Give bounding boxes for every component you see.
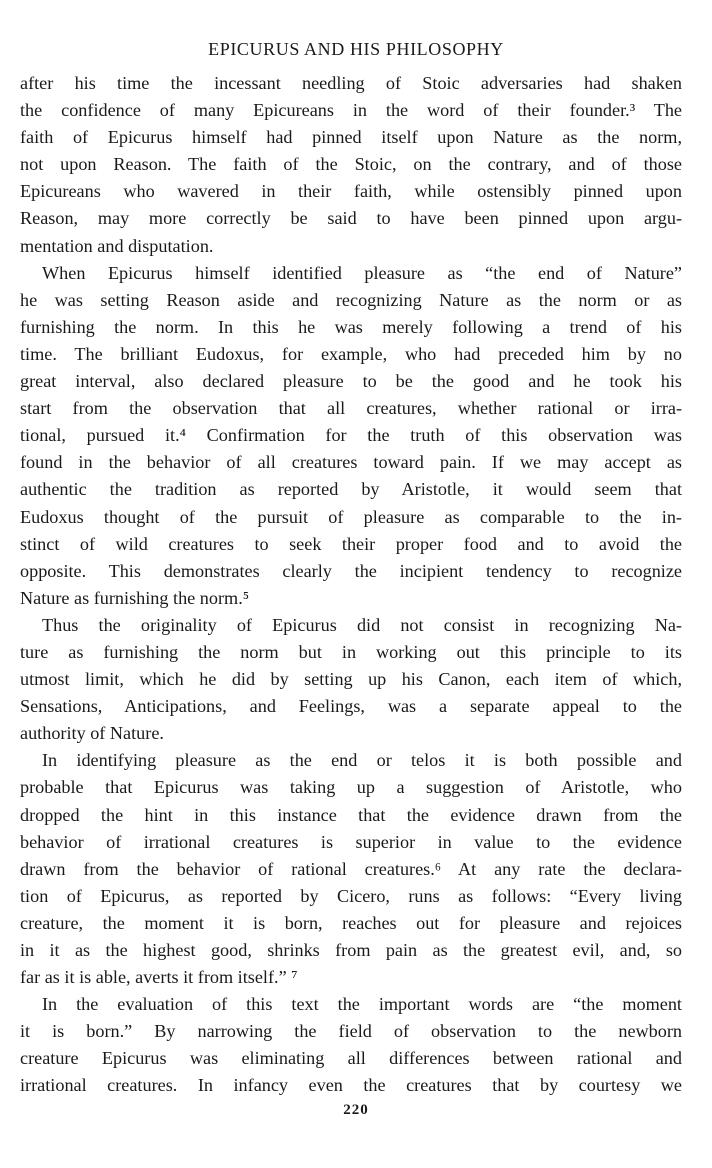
text-line: not upon Reason. The faith of the Stoic, on the contrary, and of those [20, 154, 682, 175]
text-line: irrational creatures. In infancy even the creatures that by courtesy we [20, 1075, 682, 1096]
text-line: In identifying pleasure as the end or telos it is both possible and [42, 750, 682, 771]
paragraph [20, 747, 682, 991]
text-line: authority of Nature. [20, 723, 164, 744]
text-line: opposite. This demonstrates clearly the incipient tendency to recognize [20, 560, 682, 581]
text-line: Epicureans who wavered in their faith, while ostensibly pinned upon [20, 181, 682, 202]
text-line: tion of Epicurus, as reported by Cicero, runs as follows: “Every living [20, 885, 682, 906]
paragraph [20, 70, 682, 260]
text-line: Eudoxus thought of the pursuit of pleasure as comparable to the in- [20, 506, 682, 527]
text-line: faith of Epicurus himself had pinned itself upon Nature as the norm, [20, 127, 682, 148]
text-line: Sensations, Anticipations, and Feelings, was a separate appeal to the [20, 696, 682, 717]
text-line: great interval, also declared pleasure to be the good and he took his [20, 371, 682, 392]
text-line: ture as furnishing the norm but in working out this principle to its [20, 641, 682, 662]
text-line: probable that Epicurus was taking up a suggestion of Aristotle, who [20, 777, 682, 798]
paragraph [20, 991, 682, 1099]
text-line: behavior of irrational creatures is superior in value to the evidence [20, 831, 682, 852]
text-line: it is born.” By narrowing the field of observation to the newborn [20, 1021, 682, 1042]
text-line: Thus the originality of Epicurus did not consist in recognizing Na- [42, 614, 682, 635]
text-line: utmost limit, which he did by setting up his Canon, each item of which, [20, 669, 682, 690]
text-line: after his time the incessant needling of Stoic adversaries had shaken [20, 73, 682, 93]
text-line: time. The brilliant Eudoxus, for example, who had preceded him by no [20, 343, 682, 364]
text-line: in it as the highest good, shrinks from pain as the greatest evil, and, so [20, 940, 682, 960]
text-line: far as it is able, averts it from itself.” ⁷ [20, 967, 298, 988]
text-line: furnishing the norm. In this he was merely following a trend of his [20, 316, 682, 337]
text-line: tional, pursued it.⁴ Confirmation for the truth of this observation was [20, 425, 682, 446]
paragraph [20, 260, 682, 612]
text-line: Nature as furnishing the norm.⁵ [20, 587, 250, 608]
text-line: dropped the hint in this instance that the evidence drawn from the [20, 804, 682, 825]
text-line: found in the behavior of all creatures toward pain. If we may accept as [20, 452, 682, 473]
text-line: Reason, may more correctly be said to have been pinned upon argu- [20, 208, 682, 229]
text-line: In the evaluation of this text the important words are “the moment [42, 994, 682, 1015]
text-line: he was setting Reason aside and recognizing Nature as the norm or as [20, 289, 682, 310]
text-line: authentic the tradition as reported by Aristotle, it would seem that [20, 479, 682, 500]
text-line: stinct of wild creatures to seek their proper food and to avoid the [20, 533, 682, 554]
body-text [20, 70, 682, 1100]
text-line: drawn from the behavior of rational creatures.⁶ At any rate the declara- [20, 858, 682, 879]
text-line: creature, the moment it is born, reaches out for pleasure and rejoices [20, 912, 682, 933]
page-number: 220 [343, 1102, 369, 1118]
text-line: the confidence of many Epicureans in the word of their founder.³ The [20, 100, 682, 121]
paragraph [20, 612, 682, 747]
text-line: creature Epicurus was eliminating all differences between rational and [20, 1048, 682, 1069]
text-line: start from the observation that all creatures, whether rational or irra- [20, 398, 682, 419]
text-line: When Epicurus himself identified pleasure as “the end of Nature” [42, 262, 682, 283]
text-line: mentation and disputation. [20, 235, 214, 256]
running-head: EPICURUS AND HIS PHILOSOPHY [208, 39, 504, 59]
